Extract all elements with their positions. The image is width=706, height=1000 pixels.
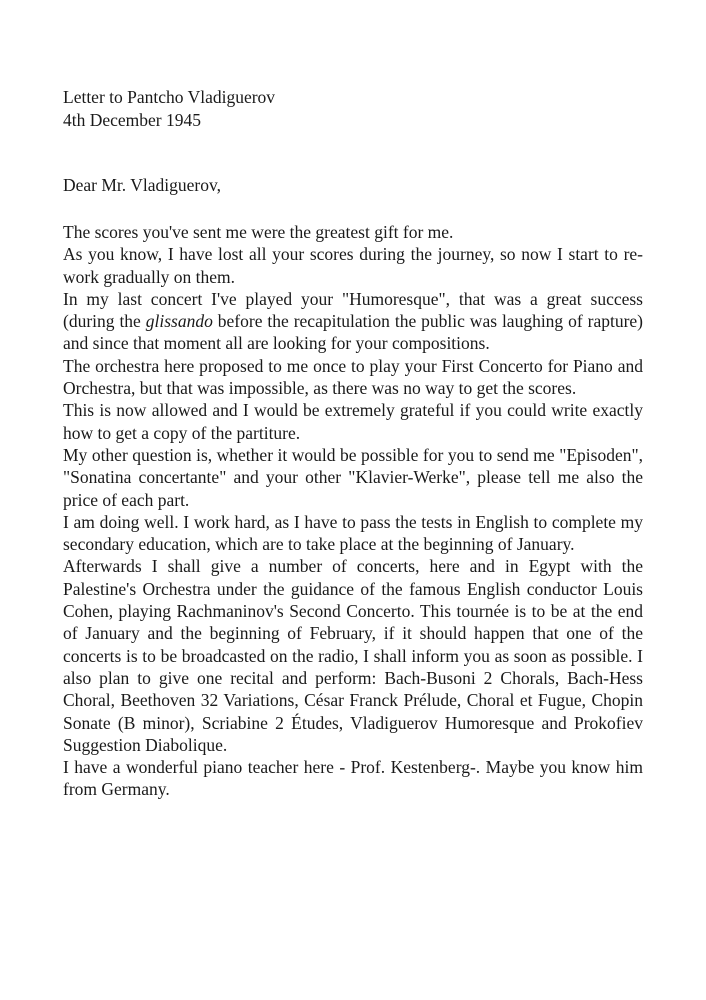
paragraph-partiture-request: This is now allowed and I would be extremely grateful if you could write exactly how to get a copy of the partiture. bbox=[63, 400, 643, 443]
paragraph-humoresque-concert bbox=[63, 288, 643, 355]
paragraph-humoresque-pre: In my last concert I've played your "Humoresque", that was a great success (during the bbox=[63, 288, 643, 332]
letter-date: 4th December 1945 bbox=[63, 110, 202, 130]
salutation: Dear Mr. Vladiguerov, bbox=[63, 175, 221, 195]
paragraph-piano-teacher: I have a wonderful piano teacher here - Prof. Kestenberg-. Maybe you know him from Germany. bbox=[63, 757, 643, 800]
letter-body bbox=[63, 221, 643, 801]
paragraph-other-question: My other question is, whether it would be possible for you to send me "Episoden", "Sonatina concertante" and your other "Klavier-Werke", please tell me also the price of each part. bbox=[63, 444, 643, 510]
letter-header bbox=[63, 86, 643, 132]
glissando-italic: glissando bbox=[145, 311, 213, 332]
paragraph-scores-gift: The scores you've sent me were the greatest gift for me. bbox=[63, 222, 454, 242]
paragraph-humoresque-post: before the recapitulation the public was laughing of rapture) and since that moment all are looking for your compositions. bbox=[63, 311, 643, 354]
paragraph-lost-scores: As you know, I have lost all your scores during the journey, so now I start to re-work gradually on them. bbox=[63, 244, 643, 287]
letter-title: Letter to Pantcho Vladiguerov bbox=[63, 87, 276, 107]
paragraph-doing-well: I am doing well. I work hard, as I have to pass the tests in English to complete my secondary education, which are to take place at the beginning of January. bbox=[63, 511, 643, 555]
paragraph-concert-plans: Afterwards I shall give a number of concerts, here and in Egypt with the Palestine's Orchestra under the guidance of the famous English conductor Louis Cohen, playing Rachmaninov's Second Concerto. This tournée is to be at the end of January and the beginning of February, if it should happen that one of the concerts is to be broadcasted on the radio, I shall inform you as soon as possible. I also plan to give one recital and perform: Bach-Busoni 2 Chorals, Bach-Hess Choral, Beethoven 32 Variations, César Franck Prélude, Choral et Fugue, Chopin Sonate (B minor), Scriabine 2 Études, Vladiguerov Humoresque and Prokofiev Suggestion Diabolique. bbox=[63, 556, 643, 755]
paragraph-first-concerto: The orchestra here proposed to me once to play your First Concerto for Piano and Orchestra, but that was impossible, as there was no way to get the scores. bbox=[63, 355, 643, 399]
